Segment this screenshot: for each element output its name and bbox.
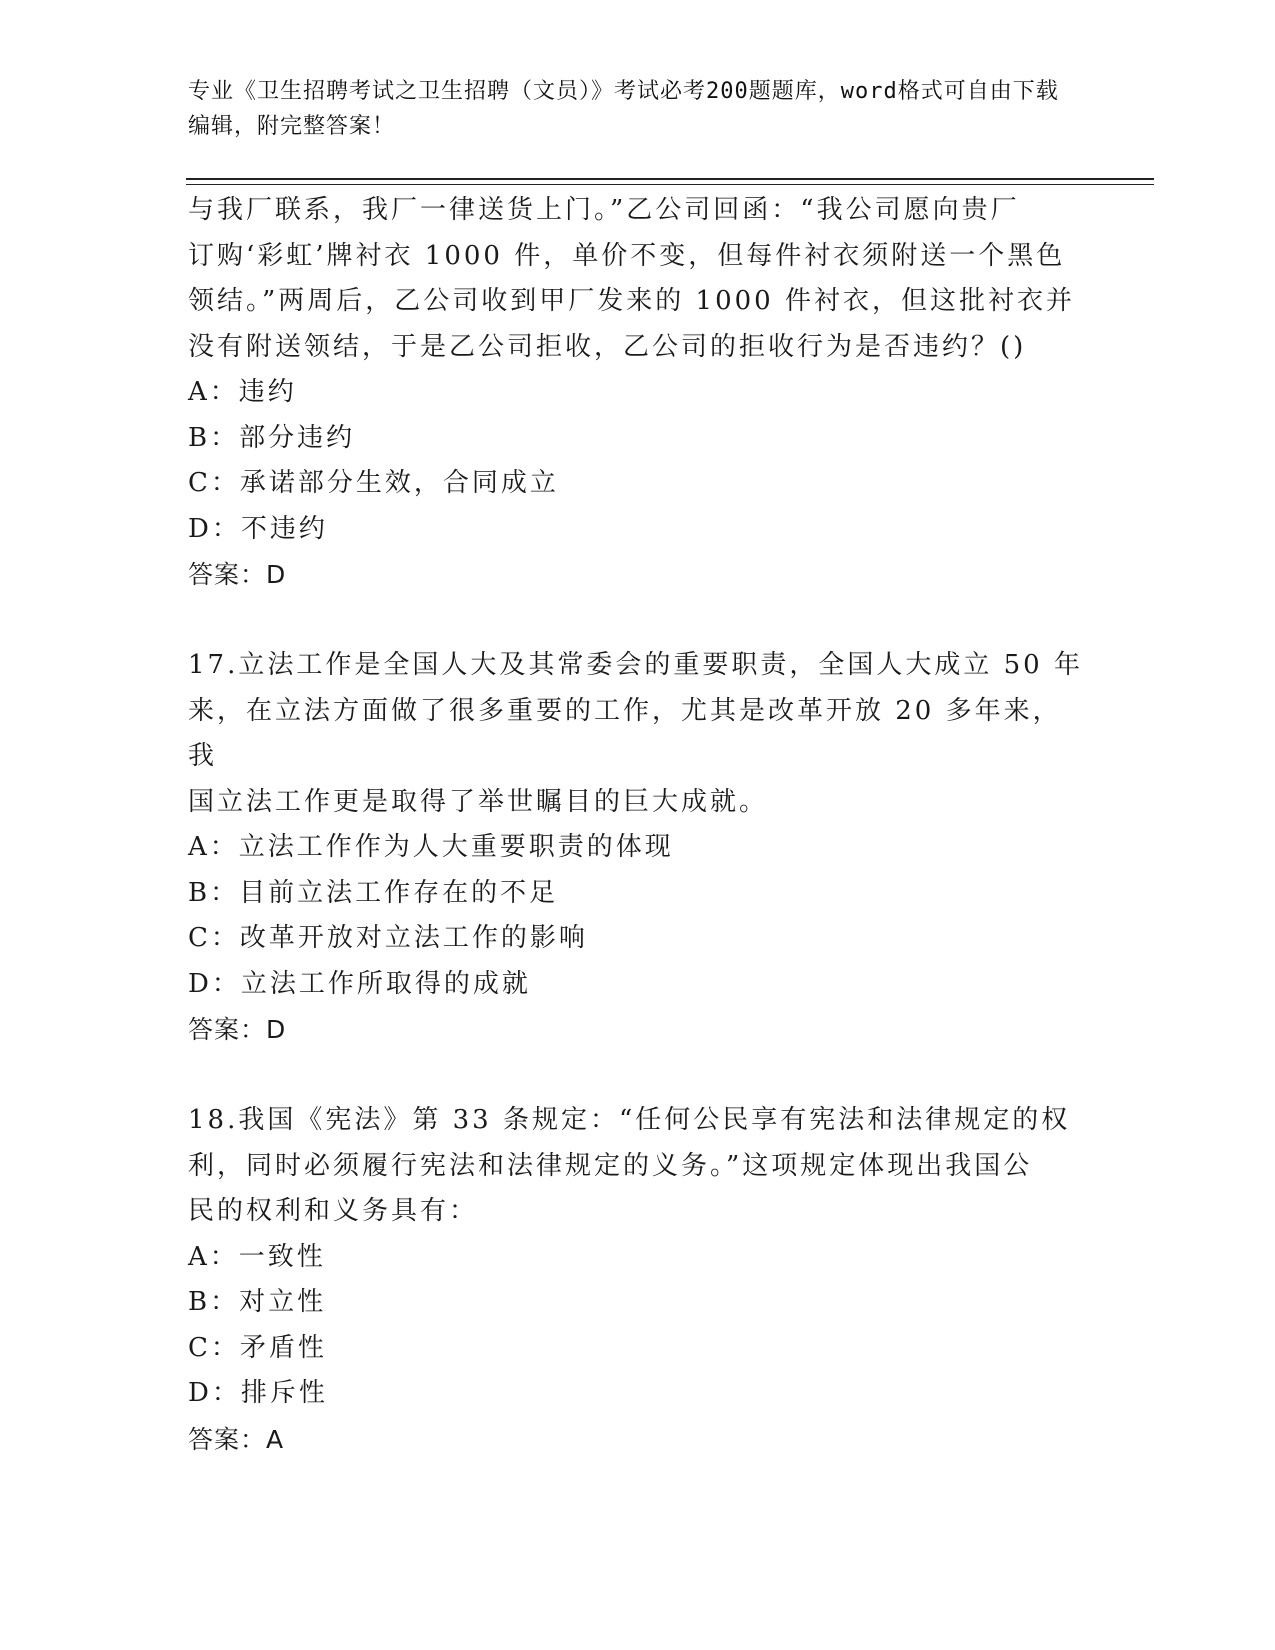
- question-block-16: [188, 188, 1088, 598]
- option-a: A：违约: [188, 377, 297, 407]
- question-stem-line: 没有附送领结，于是乙公司拒收，乙公司的拒收行为是否违约？(): [188, 331, 1027, 362]
- question-spacer: [188, 598, 1088, 644]
- option-d: D：立法工作所取得的成就: [188, 968, 531, 999]
- question-stem-line: 17.立法工作是全国人大及其常委会的重要职责，全国人大成立 50 年: [188, 650, 1083, 680]
- question-spacer: [188, 1053, 1088, 1099]
- question-stem-line: 与我厂联系，我厂一律送货上门。”乙公司回函：“我公司愿向贵厂: [188, 195, 1020, 225]
- answer-label: 答案：D: [188, 560, 287, 589]
- option-c: C：承诺部分生效，合同成立: [188, 468, 559, 498]
- option-d: D：不违约: [188, 513, 328, 544]
- question-stem-line: 来，在立法方面做了很多重要的工作，尤其是改革开放 20 多年来，我: [188, 695, 1062, 771]
- answer-label: 答案：D: [188, 1015, 287, 1044]
- page-header-title: 专业《卫生招聘考试之卫生招聘（文员）》考试必考200题题库，word格式可自由下载编辑，附完整答案！: [188, 79, 1059, 139]
- option-c: C：矛盾性: [188, 1332, 327, 1363]
- header-rule-thick: [186, 178, 1154, 180]
- question-body: [188, 188, 1088, 1462]
- option-a: A：立法工作作为人大重要职责的体现: [188, 832, 674, 862]
- question-block-18: [188, 1098, 1088, 1462]
- question-stem-line: 民的权利和义务具有：: [188, 1196, 479, 1226]
- question-block-17: [188, 643, 1088, 1053]
- question-stem-line: 国立法工作更是取得了举世瞩目的巨大成就。: [188, 786, 769, 817]
- question-stem-line: 订购‘彩虹’牌衬衣 1000 件，单价不变，但每件衬衣须附送一个黑色: [188, 240, 1066, 271]
- option-b: B：部分违约: [188, 422, 356, 453]
- option-c: C：改革开放对立法工作的影响: [188, 923, 588, 953]
- question-stem-line: 领结。”两周后，乙公司收到甲厂发来的 1000 件衬衣，但这批衬衣并: [188, 286, 1075, 316]
- option-a: A：一致性: [188, 1241, 326, 1272]
- question-stem-line: 18.我国《宪法》第 33 条规定：“任何公民享有宪法和法律规定的权: [188, 1105, 1071, 1135]
- option-b: B：目前立法工作存在的不足: [188, 877, 559, 908]
- header-rule-thin: [186, 184, 1154, 185]
- option-d: D：排斥性: [188, 1378, 328, 1408]
- question-stem-line: 利，同时必须履行宪法和法律规定的义务。”这项规定体现出我国公: [188, 1150, 1033, 1181]
- option-b: B：对立性: [188, 1287, 327, 1317]
- answer-label: 答案：A: [188, 1424, 285, 1454]
